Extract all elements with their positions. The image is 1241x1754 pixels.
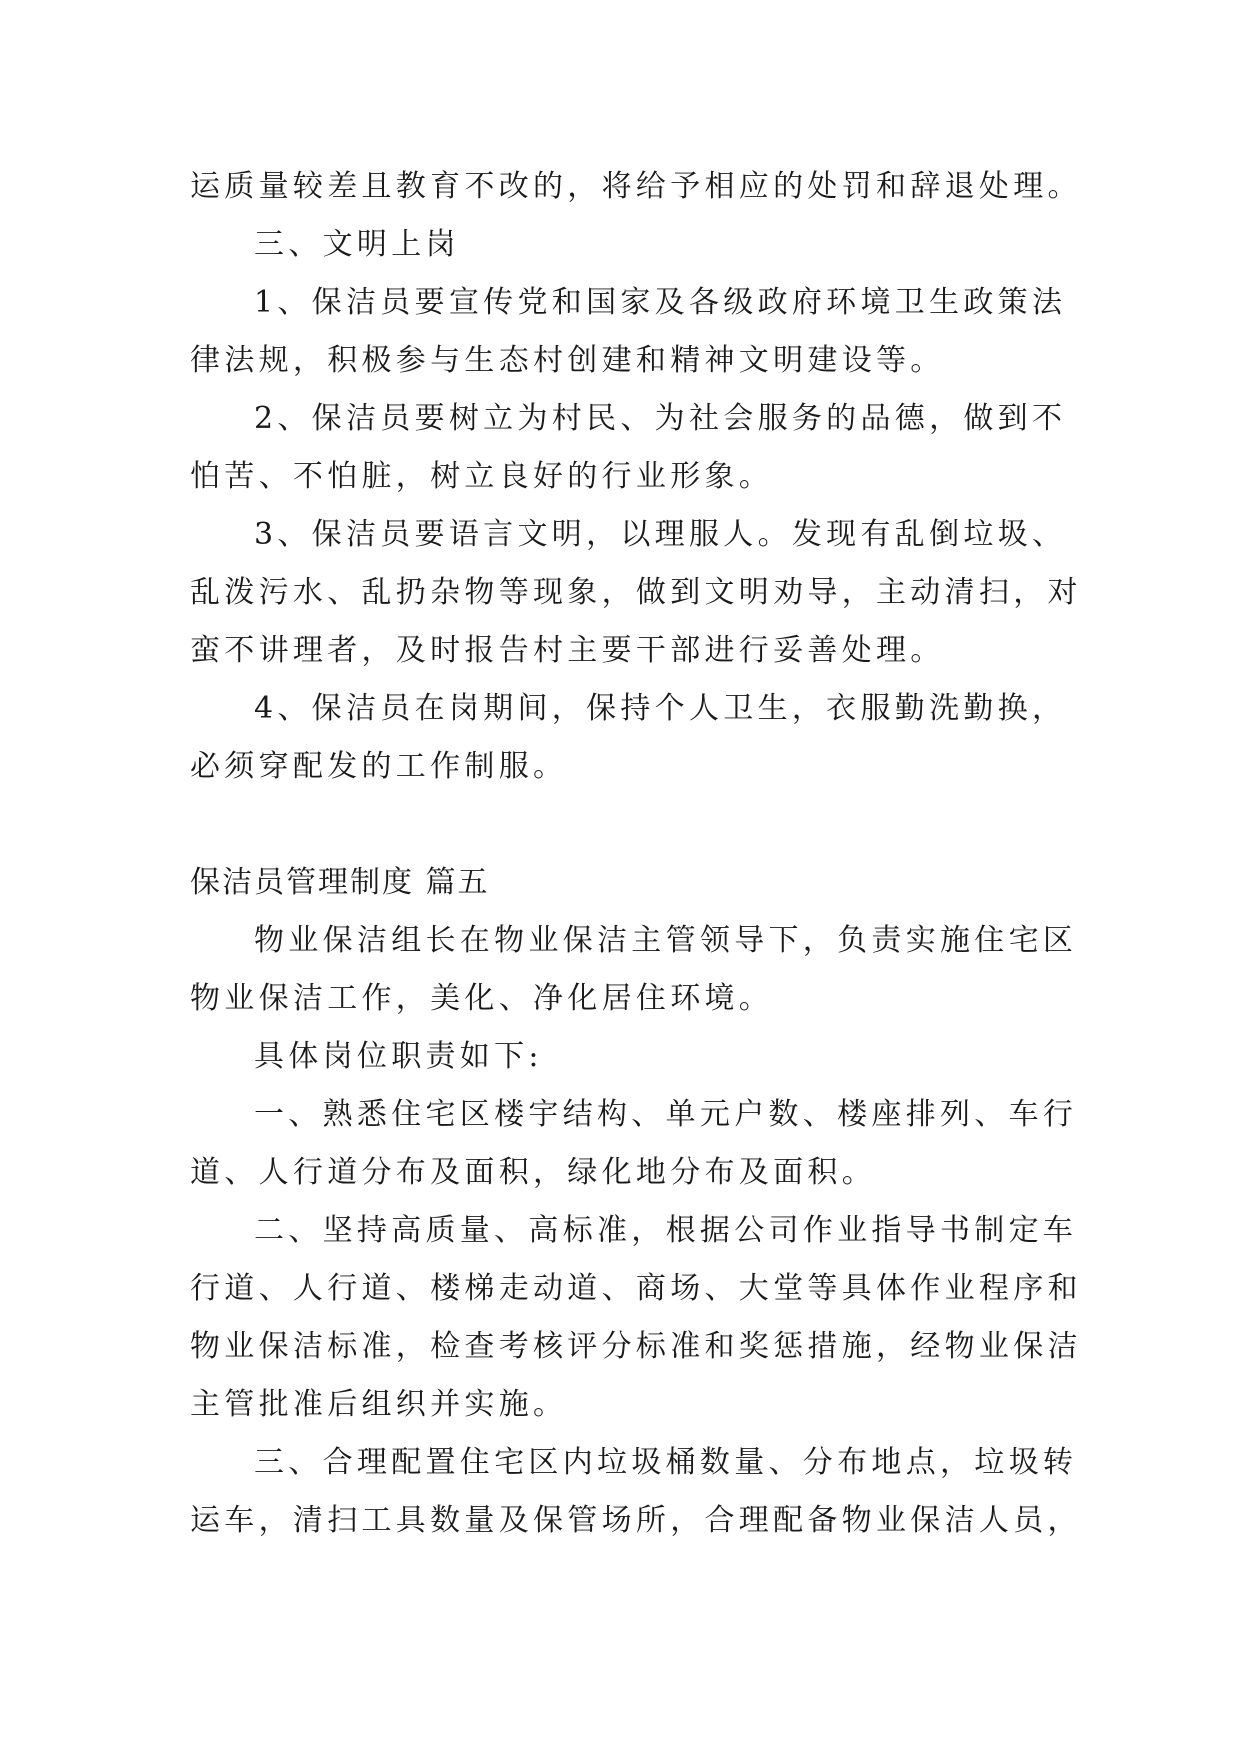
text-line: 物业保洁标准，检查考核评分标准和奖惩措施，经物业保洁 (190, 1329, 1082, 1364)
text-line: 1、保洁员要宣传党和国家及各级政府环境卫生政策法 (254, 285, 1067, 320)
text-line: 2、保洁员要树立为村民、为社会服务的品德，做到不 (254, 401, 1067, 436)
text-line: 物业保洁工作，美化、净化居住环境。 (190, 981, 774, 1016)
paragraph-gap (190, 796, 1070, 854)
text-line: 4、保洁员在岗期间，保持个人卫生，衣服勤洗勤换， (254, 691, 1067, 726)
text-line: 物业保洁组长在物业保洁主管领导下，负责实施住宅区 (254, 923, 1078, 958)
text-line: 怕苦、不怕脏，树立良好的行业形象。 (190, 459, 774, 494)
text-line: 具体岗位职责如下: (254, 1039, 543, 1074)
text-line: 主管批准后组织并实施。 (190, 1387, 568, 1422)
text-line: 3、保洁员要语言文明，以理服人。发现有乱倒垃圾、 (254, 517, 1067, 552)
text-line: 三、文明上岗 (254, 227, 460, 262)
text-block-1 (190, 158, 1082, 796)
text-line: 一、熟悉住宅区楼宇结构、单元户数、楼座排列、车行 (254, 1097, 1078, 1132)
text-line: 乱泼污水、乱扔杂物等现象，做到文明劝导，主动清扫，对 (190, 575, 1082, 610)
text-line: 必须穿配发的工作制服。 (190, 749, 568, 784)
text-line: 道、人行道分布及面积，绿化地分布及面积。 (190, 1155, 876, 1190)
text-line: 运质量较差且教育不改的，将给予相应的处罚和辞退处理。 (190, 169, 1082, 204)
text-line: 运车，清扫工具数量及保管场所，合理配备物业保洁人员， (190, 1503, 1082, 1538)
text-line: 律法规，积极参与生态村创建和精神文明建设等。 (190, 343, 945, 378)
text-line: 行道、人行道、楼梯走动道、商场、大堂等具体作业程序和 (190, 1271, 1082, 1306)
document-body (190, 158, 1082, 1550)
text-block-2 (190, 912, 1082, 1550)
text-line: 三、合理配置住宅区内垃圾桶数量、分布地点，垃圾转 (254, 1445, 1078, 1480)
text-line: 二、坚持高质量、高标准，根据公司作业指导书制定车 (254, 1213, 1078, 1248)
text-line: 蛮不讲理者，及时报告村主要干部进行妥善处理。 (190, 633, 945, 668)
section-heading: 保洁员管理制度 篇五 (190, 865, 490, 900)
